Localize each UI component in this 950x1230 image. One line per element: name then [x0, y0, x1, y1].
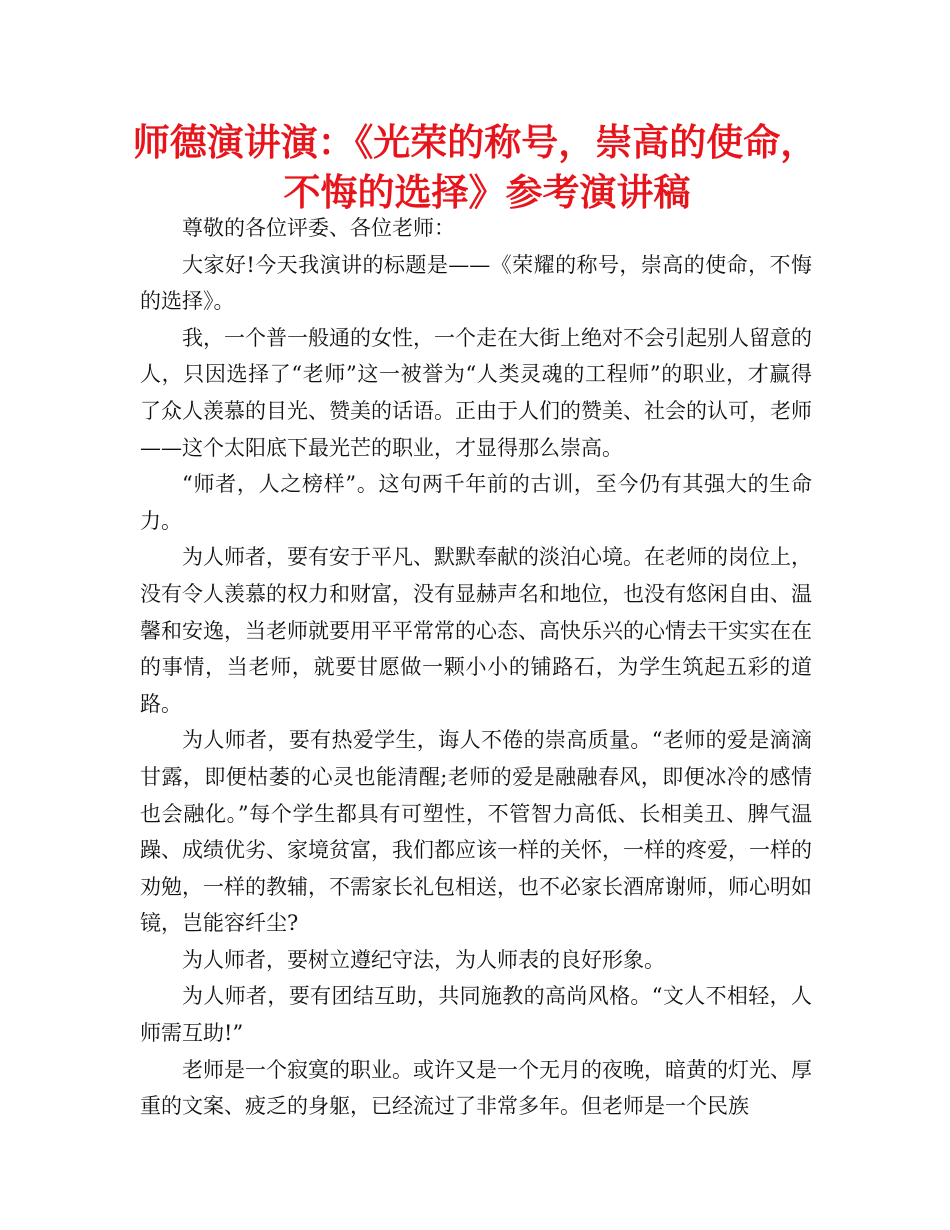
body-paragraph: “师者，人之榜样”。这句两千年前的古训，至今仍有其强大的生命力。	[140, 472, 812, 533]
title-line-1: 师德演讲演：《光荣的称号，崇高的使命，	[132, 121, 818, 164]
salutation-paragraph: 尊敬的各位评委、各位老师：	[182, 216, 455, 240]
body-paragraph: 为人师者，要有团结互助，共同施教的高尚风格。“文人不相轻，人师需互助!”	[140, 984, 812, 1046]
title-line-2: 不悔的选择》参考演讲稿	[283, 171, 691, 214]
body-paragraph: 老师是一个寂寞的职业。或许又是一个无月的夜晚，暗黄的灯光、厚重的文案、疲乏的身躯，已经流过了非常多年。但老师是一个民族	[140, 1057, 812, 1119]
body-paragraph: 我，一个普一般通的女性，一个走在大街上绝对不会引起别人留意的人，只因选择了“老师”这一被誉为“人类灵魂的工程师”的职业，才赢得了众人羡慕的目光、赞美的话语。正由于人们的赞美、社会的认可，老师——这个太阳底下最光芒的职业，才显得那么崇高。	[140, 325, 812, 460]
document-title	[0, 118, 950, 218]
greeting-paragraph: 大家好!今天我演讲的标题是——《荣耀的称号，崇高的使命，不悔的选择》。	[140, 252, 812, 314]
body-paragraph: 为人师者，要树立遵纪守法，为人师表的良好形象。	[182, 947, 665, 972]
body-paragraph: 为人师者，要有热爱学生，诲人不倦的崇高质量。“老师的爱是滴滴甘露，即便枯萎的心灵也能清醒;老师的爱是融融春风，即便冰冷的感情也会融化。”每个学生都具有可塑性，不管智力高低、长相美丑、脾气温躁、成绩优劣、家境贫富，我们都应该一样的关怀，一样的疼爱，一样的劝勉，一样的教辅，不需家长礼包相送，也不必家长酒席谢师，师心明如镜，岂能容纤尘?	[140, 728, 812, 936]
speech-body	[140, 210, 812, 1125]
body-paragraph: 为人师者，要有安于平凡、默默奉献的淡泊心境。在老师的岗位上，没有令人羡慕的权力和财富，没有显赫声名和地位，也没有悠闲自由、温馨和安逸，当老师就要用平平常常的心态、高快乐兴的心情去干实实在在的事情，当老师，就要甘愿做一颗小小的铺路石，为学生筑起五彩的道路。	[140, 545, 812, 716]
